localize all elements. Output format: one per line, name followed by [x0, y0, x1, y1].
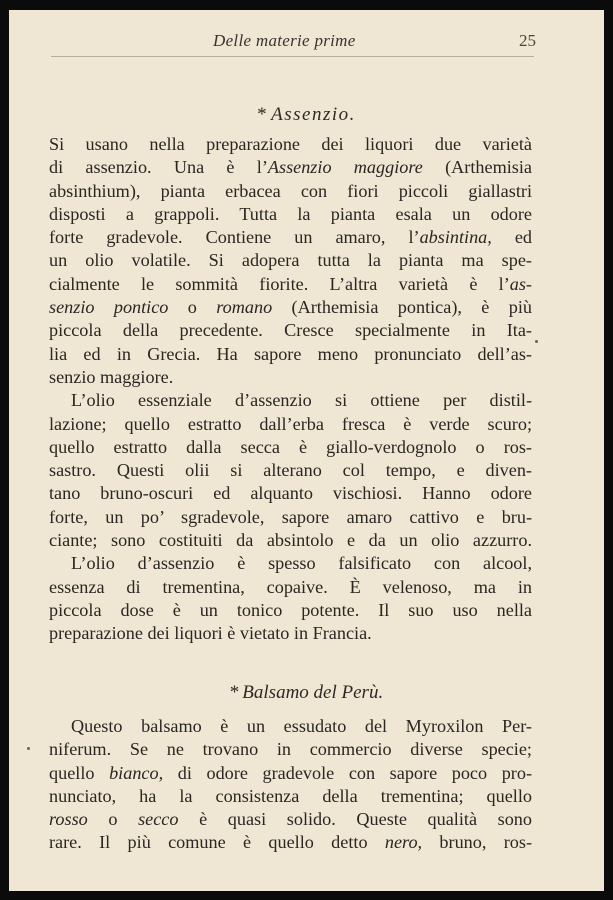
text-run: essenza di trementina, copaive. È velenoso, ma in — [49, 576, 532, 597]
text-run: forte, un po’ sgradevole, sapore amaro cattivo e bru- — [49, 506, 532, 527]
text-run: (Arthemisia pontica), è più — [272, 297, 532, 318]
text-run: quello — [49, 762, 110, 783]
text-line — [49, 506, 532, 529]
text-run: rare. Il più comune è quello detto — [49, 832, 385, 853]
text-run: bruno, ros- — [422, 832, 532, 853]
text-run: Si usano nella preparazione dei liquori due varietà — [49, 134, 532, 154]
text-line — [49, 133, 532, 156]
text-line — [49, 808, 532, 831]
section-body-balsamo — [49, 715, 532, 855]
section-heading-assenzio — [9, 104, 604, 126]
running-header — [51, 26, 534, 57]
text-run: (Arthemisia — [422, 157, 532, 178]
text-run: niferum. Se ne trovano in commercio diverse specie; — [49, 739, 532, 760]
italic-run: as- — [509, 273, 532, 294]
text-line — [49, 319, 532, 342]
text-run: lia ed in Grecia. Ha sapore meno pronunciato dell’as- — [49, 343, 532, 364]
text-run: nunciato, ha la consistenza della trementina; quello — [49, 785, 532, 806]
section-body-assenzio — [49, 133, 532, 646]
text-run: absinthium), pianta erbacea con fiori piccoli giallastri — [49, 180, 532, 201]
margin-speck — [535, 340, 538, 343]
text-run: disposti a grappoli. Tutta la pianta esala un odore — [49, 203, 532, 224]
text-line — [49, 482, 532, 505]
text-run: lazione; quello estratto dall’erba fresca è verde scuro; — [49, 413, 532, 434]
section-title: Assenzio. — [271, 104, 356, 125]
text-run: sastro. Questi olii si alterano col tempo, e diven- — [49, 460, 532, 481]
text-line — [49, 599, 532, 622]
text-line — [49, 529, 532, 552]
text-run: senzio maggiore. — [49, 366, 174, 387]
text-run: di assenzio. Una è l’ — [49, 157, 268, 178]
text-line — [49, 552, 532, 575]
italic-run: secco — [138, 809, 179, 830]
text-line — [49, 738, 532, 761]
page-number: 25 — [519, 31, 536, 50]
text-run: quello estratto dalla secca è giallo-verdognolo o ros- — [49, 436, 532, 457]
text-run: preparazione dei liquori è vietato in Francia. — [49, 623, 372, 644]
text-line — [49, 436, 532, 459]
section-title: Balsamo del Perù. — [242, 682, 384, 703]
italic-run: rosso — [49, 809, 88, 830]
italic-run: nero, — [384, 832, 423, 853]
italic-run: absintina, — [419, 227, 492, 248]
italic-run: Assenzio maggiore — [267, 157, 423, 178]
text-line — [49, 413, 532, 436]
text-line — [49, 622, 532, 645]
text-line — [49, 180, 532, 203]
text-line — [49, 389, 532, 412]
text-run: Questo balsamo è un essudato del Myroxilon Per- — [71, 716, 532, 736]
text-line — [49, 203, 532, 226]
text-run: di odore gradevole con sapore poco pro- — [163, 762, 533, 783]
text-run: cialmente le sommità fiorite. L’altra varietà è l’ — [49, 273, 510, 294]
text-line — [49, 296, 532, 319]
italic-run: senzio pontico — [49, 297, 169, 318]
italic-run: bianco, — [109, 762, 164, 783]
margin-speck — [27, 747, 30, 750]
text-line — [49, 273, 532, 296]
text-run: ed — [491, 227, 532, 248]
section-mark: * — [229, 682, 240, 703]
text-run: o — [168, 297, 217, 318]
text-line — [49, 343, 532, 366]
text-line — [49, 785, 532, 808]
text-line — [49, 576, 532, 599]
text-run: o — [87, 809, 139, 830]
text-run: tano bruno-oscuri ed alquanto vischiosi. Hanno odore — [49, 483, 532, 504]
text-line — [49, 762, 532, 785]
italic-run: romano — [216, 297, 273, 318]
section-heading-balsamo — [9, 682, 604, 704]
text-run: è quasi solido. Queste qualità sono — [178, 809, 532, 830]
text-run: forte gradevole. Contiene un amaro, l’ — [49, 227, 420, 248]
text-line — [49, 459, 532, 482]
text-run: un olio volatile. Si adopera tutta la pianta ma spe- — [49, 250, 532, 271]
section-mark: * — [257, 104, 269, 125]
text-run: L’olio essenziale d’assenzio si ottiene per distil- — [71, 390, 532, 411]
text-line — [49, 831, 532, 854]
text-run: piccola della precedente. Cresce specialmente in Ita- — [49, 320, 532, 341]
text-line — [49, 226, 532, 249]
text-line — [49, 715, 532, 738]
text-run: L’olio d’assenzio è spesso falsificato con alcool, — [71, 553, 532, 574]
text-run: piccola dose è un tonico potente. Il suo uso nella — [49, 599, 532, 620]
running-title: Delle materie prime — [213, 31, 356, 50]
text-run: ciante; sono costituiti da absintolo e da un olio azzurro. — [49, 530, 532, 551]
text-line — [49, 249, 532, 272]
text-line — [49, 156, 532, 179]
book-page — [9, 10, 604, 891]
text-line — [49, 366, 532, 389]
